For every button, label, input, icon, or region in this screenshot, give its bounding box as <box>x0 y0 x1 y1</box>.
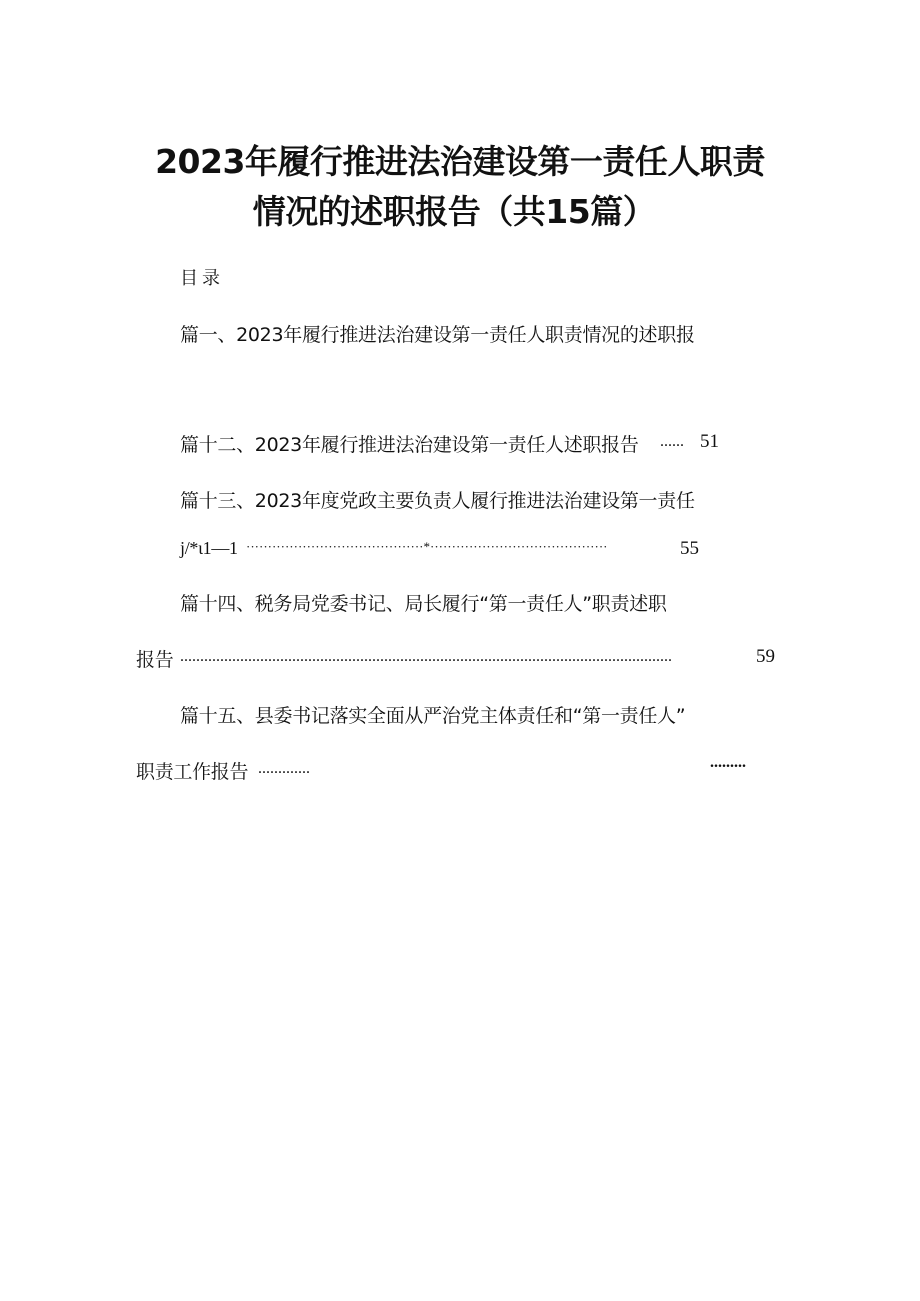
toc-leader-15: ............. <box>258 760 310 777</box>
toc-page-12: 51 <box>700 431 719 452</box>
toc-entry-1[interactable]: 篇一、2023年履行推进法治建设第一责任人职责情况的述职报 <box>180 324 695 346</box>
toc-leader-12: ...... <box>660 433 684 450</box>
toc-trailing-dots-15: ......... <box>710 754 746 771</box>
document-title-line-1: 2023年履行推进法治建设第一责任人职责 <box>155 142 765 181</box>
toc-entry-15-cont: 职责工作报告 <box>136 761 249 783</box>
toc-page-13: 55 <box>680 538 699 559</box>
toc-entry-12[interactable]: 篇十二、2023年履行推进法治建设第一责任人述职报告 <box>180 434 639 456</box>
document-title-line-2: 情况的述职报告（共15篇） <box>252 192 656 231</box>
toc-leader-14: ........................................................................................................................... <box>180 648 672 665</box>
toc-page-14: 59 <box>756 646 775 667</box>
toc-entry-13-cont: j/*ι1—1 <box>180 538 238 558</box>
toc-entry-14-cont: 报告 <box>136 649 174 671</box>
toc-heading: 目录 <box>180 268 224 289</box>
toc-entry-14[interactable]: 篇十四、税务局党委书记、局长履行“第一责任人”职责述职 <box>180 593 667 615</box>
toc-entry-15[interactable]: 篇十五、县委书记落实全面从严治党主体责任和“第一责任人” <box>180 705 686 727</box>
toc-leader-13: ·········································*········································· <box>246 539 608 554</box>
toc-entry-13[interactable]: 篇十三、2023年度党政主要负责人履行推进法治建设第一责任 <box>180 490 695 512</box>
